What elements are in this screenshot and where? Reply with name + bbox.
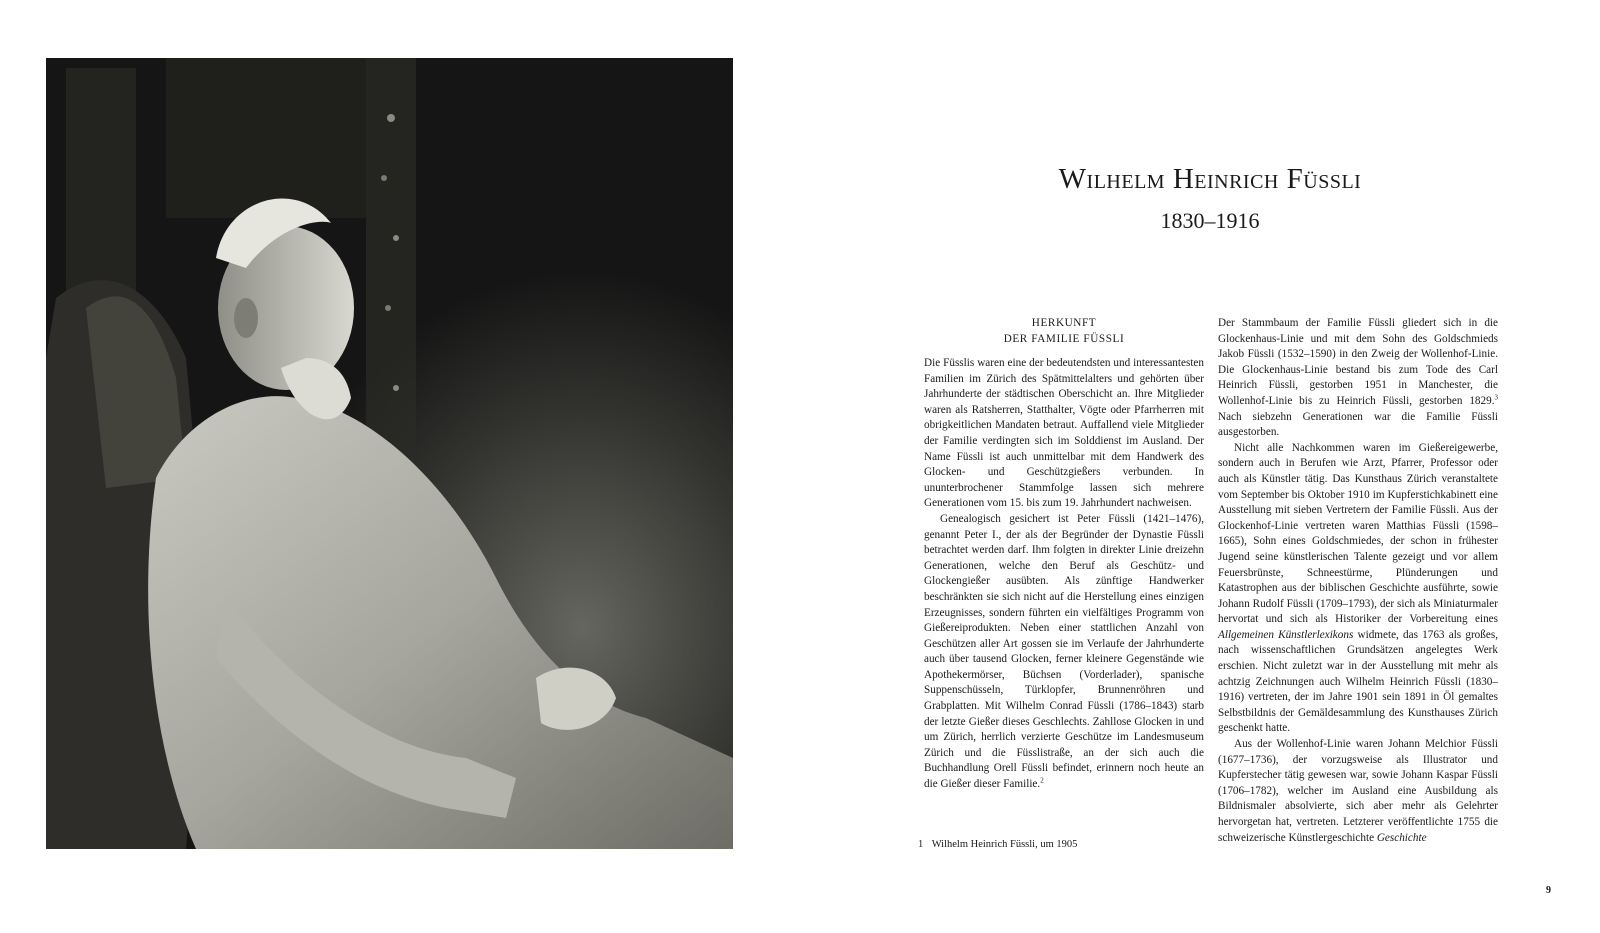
section-heading xyxy=(924,316,1204,347)
paragraph-text: Genealogisch gesichert ist Peter Füssli (1421–1476), genannt Peter I., der als der Begründer der Dynastie Füssli betrachtet werden darf. Ihm folgten in direkter Linie dreizehn Generationen, welche den Beruf als Geschütz- und Glockengießer ausübten. Als zünftige Handwerker beschränkten sie sich nicht auf die Herstellung eines einzigen Erzeugnisses, sondern führten ein vielfältiges Programm von Gießereiprodukten. Neben einer stattlichen Anzahl von Geschützen aller Art gossen sie im Verlaufe der Jahrhunderte auch über tausend Glocken, ferner kleinere Gegenstände wie Apothekermörser, Büchsen (Vorderlader), spanische Suppenschüsseln, Türklopfer, Brunnenröhren und Grabplatten. Mit Wilhelm Conrad Füssli (1786–1843) starb der letzte Gießer dieses Geschlechts. Zahllose Glocken in und um Zürich, herrlich verzierte Geschütze im Landesmuseum Zürich und die Füsslistraße, an der sich auch die Buchhandlung Orell Füssli befindet, erinnern noch heute an die Gießer dieser Familie. xyxy=(924,512,1204,791)
text-column-left xyxy=(924,356,1204,793)
portrait-image xyxy=(46,58,733,849)
photo-caption xyxy=(918,838,1218,852)
italic-title: Allgemeinen Künstlerlexikons xyxy=(1218,628,1354,641)
paragraph-text: Der Stammbaum der Familie Füssli gliedert sich in die Glockenhaus-Linie und mit dem Sohn des Goldschmieds Jakob Füssli (1532–1590) in den Zweig der Wollenhof-Linie. Die Glockenhaus-Linie bestand bis zum Tode des Carl Heinrich Füssli, gestorben 1951 in Manchester, die Wollenhof-Linie bis zu Heinrich Füssli, gestorben 1829. xyxy=(1218,317,1498,407)
section-heading-line2: DER FAMILIE FÜSSLI xyxy=(1003,332,1125,345)
paragraph-text: Nach siebzehn Generationen war die Familie Füssli ausgestorben. xyxy=(1218,410,1498,439)
footnote-ref: 3 xyxy=(1494,393,1498,402)
paragraph xyxy=(1218,737,1498,846)
paragraph xyxy=(1218,316,1498,441)
chapter-years: 1830–1916 xyxy=(1160,208,1260,233)
caption-text: Wilhelm Heinrich Füssli, um 1905 xyxy=(931,839,1078,850)
italic-title: Geschichte xyxy=(1376,831,1427,844)
caption-number: 1 xyxy=(918,839,924,850)
chapter-title: Wilhelm Heinrich Füssli xyxy=(1058,163,1362,195)
portrait-photo xyxy=(46,58,733,849)
paragraph: Die Füsslis waren eine der bedeutendsten und interessantesten Familien im Zürich des Spätmittelalters und gehörten über Jahrhunderte der städtischen Oberschicht an. Ihre Mitglieder waren als Ratsherren, Statthalter, Vögte oder Pfarrherren mit obrigkeitlichen Mandaten betraut. Auffallend viele Mitglieder der Familie verdingten sich im Solddienst im Ausland. Der Name Füssli ist auch unmittelbar mit dem Handwerk des Glocken- und Geschützgießers verbunden. In ununterbrochener Stammfolge lassen sich mehrere Generationen vom 15. bis zum 19. Jahrhundert nachweisen. xyxy=(924,357,1204,510)
paragraph xyxy=(1218,441,1498,737)
paragraph-text: Aus der Wollenhof-Linie waren Johann Melchior Füssli (1677–1736), der vorzugsweise als Illustrator und Kupferstecher tätig gewesen war, sowie Johann Kaspar Füssli (1706–1782), welcher im Ausland eine Ausbildung als Bildnismaler absolvierte, sich aber mehr als Gelehrter hervorgetan hat, vertreten. Letzterer veröffentlichte 1755 die schweizerische Künstlergeschichte xyxy=(1218,738,1498,844)
paragraph-text: Nicht alle Nachkommen waren im Gießereigewerbe, sondern auch in Berufen wie Arzt, Pfarrer, Professor oder auch als Künstler tätig. Das Kunsthaus Zürich veranstaltete vom September bis Oktober 1910 im Kupferstichkabinett eine Ausstellung mit sieben Vertretern der Familie Füssli. Aus der Glockenhof-Linie vertreten waren Matthias Füssli (1598–1665), Sohn eines Goldschmiedes, der schon in frühester Jugend seine künstlerischen Talente gezeigt und vor allem Feuersbrünste, Schneestürme, Plünderungen und Katastrophen aus der biblischen Geschichte ausführte, sowie Johann Rudolf Füssli (1709–1793), der sich als Miniaturmaler hervortat und sich als Historiker der Vorbereitung eines xyxy=(1218,441,1498,626)
paragraph xyxy=(924,512,1204,793)
text-column-right xyxy=(1218,316,1498,846)
section-heading-line1: HERKUNFT xyxy=(1031,317,1097,329)
paragraph-text: widmete, das 1763 als großes, nach wissenschaftlichen Grundsätzen angelegtes Werk erschien. Nicht zuletzt war in der Ausstellung mit mehr als achtzig Zeichnungen auch Wilhelm Heinrich Füssli (1830–1916) vertreten, der im Jahre 1901 sein 1891 in Öl gemaltes Selbstbildnis der Gemäldesammlung des Kunsthauses Zürich geschenkt hatte. xyxy=(1218,628,1498,735)
page-number: 9 xyxy=(1546,885,1551,896)
footnote-ref: 2 xyxy=(1040,776,1044,785)
